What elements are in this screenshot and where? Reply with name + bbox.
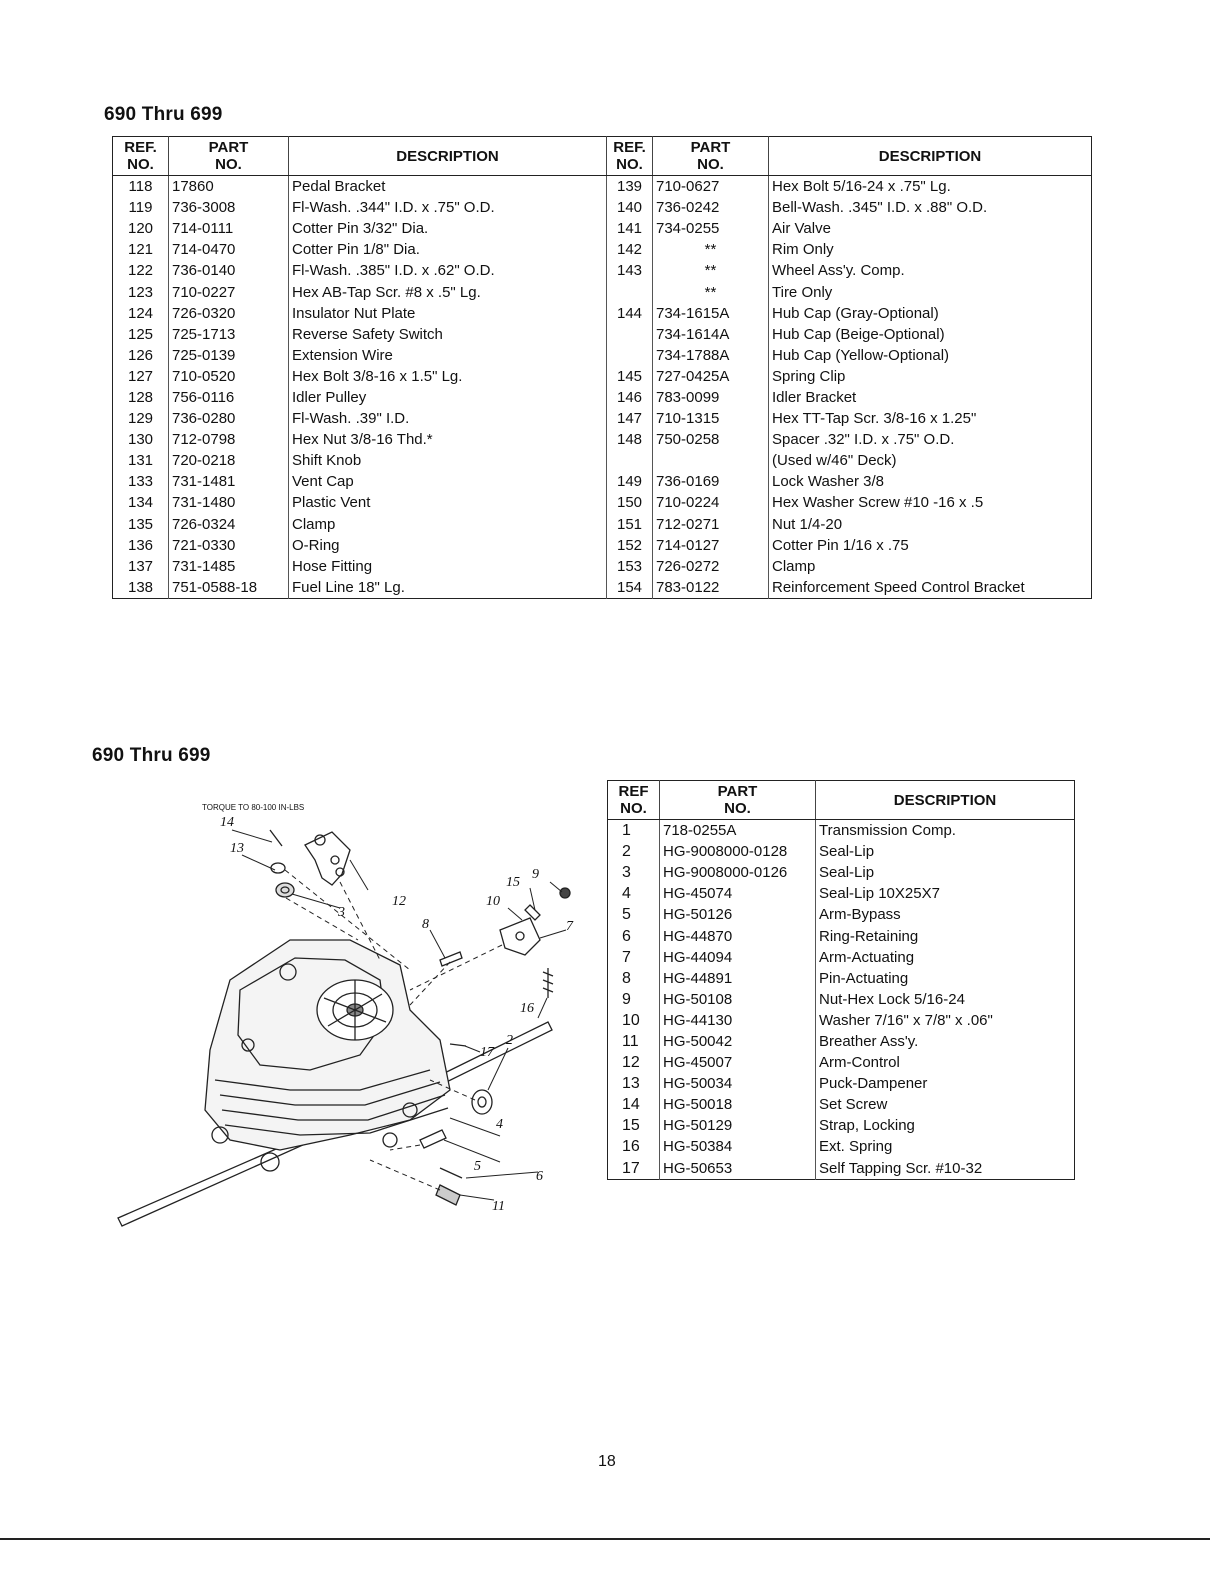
ref-no-cell: 142 (607, 239, 653, 260)
part-no-cell: HG-50129 (660, 1115, 816, 1136)
table-row (608, 947, 1075, 968)
description-cell: Hub Cap (Yellow-Optional) (769, 345, 1092, 366)
ref-no-cell: 138 (127, 578, 154, 596)
description-cell: Breather Ass'y. (816, 1031, 1075, 1052)
section2-heading: 690 Thru 699 (92, 745, 211, 766)
table-row (608, 925, 1075, 946)
ref-no-header: REF NO. (608, 781, 660, 820)
ref-no-cell: 2 (622, 843, 631, 861)
part-no-cell: 714-0111 (169, 218, 289, 239)
part-no-cell: 718-0255A (660, 820, 816, 842)
table-row (608, 1136, 1075, 1157)
ref-no-cell: 17 (622, 1159, 640, 1177)
parts-table-transmission (607, 780, 1075, 1180)
table-row (608, 1158, 1075, 1180)
part-no-cell: HG-44094 (660, 947, 816, 968)
part-no-cell: ** (653, 260, 769, 281)
description-cell: Clamp (769, 556, 1092, 577)
table-row (113, 556, 1092, 577)
table-row (113, 260, 1092, 281)
callout-15: 15 (506, 875, 520, 890)
description-cell: Washer 7/16" x 7/8" x .06" (816, 1010, 1075, 1031)
table-row (113, 387, 1092, 408)
description-cell: Puck-Dampener (816, 1073, 1075, 1094)
part-no-cell: 714-0127 (653, 535, 769, 556)
part-no-cell: 734-1614A (653, 324, 769, 345)
callout-10: 10 (486, 894, 500, 909)
part-no-cell: 731-1480 (169, 492, 289, 513)
ref-no-cell: 150 (607, 492, 653, 513)
part-no-cell: 710-0627 (653, 176, 769, 198)
description-cell: Cotter Pin 1/8" Dia. (289, 239, 607, 260)
ref-no-cell: 120 (127, 220, 154, 238)
ref-no-cell: 15 (622, 1117, 640, 1135)
callout-14: 14 (220, 815, 234, 830)
description-cell: Cotter Pin 3/32" Dia. (289, 218, 607, 239)
description-cell: Arm-Control (816, 1052, 1075, 1073)
part-no-cell: HG-45074 (660, 883, 816, 904)
description-cell: Rim Only (769, 239, 1092, 260)
description-cell: Fl-Wash. .344" I.D. x .75" O.D. (289, 197, 607, 218)
part-no-cell: 783-0099 (653, 387, 769, 408)
ref-no-cell: 5 (622, 906, 631, 924)
table-row (113, 281, 1092, 302)
ref-no-cell: 123 (127, 283, 154, 301)
description-header: DESCRIPTION (289, 137, 607, 176)
callout-8: 8 (422, 917, 429, 932)
part-no-cell: 736-0280 (169, 408, 289, 429)
callout-11: 11 (492, 1199, 505, 1214)
ref-no-cell: 129 (127, 410, 154, 428)
ref-no-cell: 11 (622, 1032, 639, 1050)
callout-13: 13 (230, 841, 244, 856)
ref-no-cell: 152 (607, 535, 653, 556)
description-cell: Seal-Lip 10X25X7 (816, 883, 1075, 904)
ref-no-cell: 141 (607, 218, 653, 239)
callout-12: 12 (392, 894, 406, 909)
part-no-cell: 712-0271 (653, 514, 769, 535)
description-cell: Wheel Ass'y. Comp. (769, 260, 1092, 281)
description-cell: Fl-Wash. .385" I.D. x .62" O.D. (289, 260, 607, 281)
description-cell: Hub Cap (Gray-Optional) (769, 303, 1092, 324)
description-cell: Idler Pulley (289, 387, 607, 408)
description-cell: Nut-Hex Lock 5/16-24 (816, 989, 1075, 1010)
table-row (113, 176, 1092, 198)
callout-7: 7 (566, 919, 573, 934)
description-cell: Arm-Bypass (816, 904, 1075, 925)
part-no-cell: HG-50653 (660, 1158, 816, 1180)
description-cell: Hex AB-Tap Scr. #8 x .5" Lg. (289, 281, 607, 302)
description-cell: Hose Fitting (289, 556, 607, 577)
description-cell: Spring Clip (769, 366, 1092, 387)
part-no-cell: 710-0227 (169, 281, 289, 302)
part-no-cell: HG-9008000-0128 (660, 841, 816, 862)
part-no-cell: 712-0798 (169, 429, 289, 450)
part-no-cell: HG-50042 (660, 1031, 816, 1052)
table-row (608, 968, 1075, 989)
footer-rule (0, 1538, 1210, 1540)
table-row (113, 577, 1092, 599)
description-cell: Seal-Lip (816, 841, 1075, 862)
ref-no-cell: 148 (607, 429, 653, 450)
ref-no-cell: 128 (127, 388, 154, 406)
part-no-cell: 710-0224 (653, 492, 769, 513)
part-no-cell: 736-0242 (653, 197, 769, 218)
ref-no-cell: 135 (127, 515, 154, 533)
part-no-cell: 736-0169 (653, 471, 769, 492)
description-cell: Idler Bracket (769, 387, 1092, 408)
part-no-cell: HG-50034 (660, 1073, 816, 1094)
table-row (113, 492, 1092, 513)
ref-no-cell: 14 (622, 1096, 640, 1114)
description-cell: Hub Cap (Beige-Optional) (769, 324, 1092, 345)
description-cell: Reverse Safety Switch (289, 324, 607, 345)
part-no-cell: ** (653, 239, 769, 260)
table-row (113, 408, 1092, 429)
ref-no-cell: 143 (607, 260, 653, 281)
section1-heading: 690 Thru 699 (104, 104, 223, 125)
ref-no-cell: 12 (622, 1054, 640, 1072)
ref-no-cell: 118 (128, 178, 153, 196)
part-no-header: PART NO. (660, 781, 816, 820)
part-no-cell: 725-0139 (169, 345, 289, 366)
callout-5: 5 (474, 1159, 481, 1174)
ref-no-cell: 149 (607, 471, 653, 492)
ref-no-header: REF. NO. (607, 137, 653, 176)
ref-no-cell: 6 (622, 927, 631, 945)
description-cell: (Used w/46" Deck) (769, 450, 1092, 471)
part-no-cell: HG-9008000-0126 (660, 862, 816, 883)
part-no-cell: 17860 (169, 176, 289, 198)
description-cell: Transmission Comp. (816, 820, 1075, 842)
ref-no-cell: 1 (622, 822, 631, 840)
part-no-cell: 726-0320 (169, 303, 289, 324)
part-no-cell: HG-50108 (660, 989, 816, 1010)
ref-no-header: REF. NO. (113, 137, 169, 176)
table-row (608, 820, 1075, 842)
ref-no-cell: 145 (607, 366, 653, 387)
part-no-cell: HG-44130 (660, 1010, 816, 1031)
table-row (608, 841, 1075, 862)
ref-no-cell: 139 (607, 176, 653, 198)
description-cell: Plastic Vent (289, 492, 607, 513)
ref-no-cell: 121 (127, 241, 154, 259)
table-row (608, 904, 1075, 925)
part-no-cell: HG-50384 (660, 1136, 816, 1157)
part-no-cell: 734-0255 (653, 218, 769, 239)
part-no-cell: 736-0140 (169, 260, 289, 281)
part-no-header: PART NO. (169, 137, 289, 176)
table-row (608, 862, 1075, 883)
description-cell: Pin-Actuating (816, 968, 1075, 989)
description-cell: Spacer .32" I.D. x .75" O.D. (769, 429, 1092, 450)
table-row (608, 883, 1075, 904)
part-no-cell: HG-44870 (660, 925, 816, 946)
description-cell: Vent Cap (289, 471, 607, 492)
table-row (113, 218, 1092, 239)
description-cell: Extension Wire (289, 345, 607, 366)
description-cell: Set Screw (816, 1094, 1075, 1115)
ref-no-cell: 124 (127, 304, 154, 322)
description-cell: Shift Knob (289, 450, 607, 471)
ref-no-cell: 153 (607, 556, 653, 577)
description-cell: Tire Only (769, 281, 1092, 302)
part-no-cell: 734-1788A (653, 345, 769, 366)
callout-9: 9 (532, 867, 539, 882)
ref-no-cell: 9 (622, 990, 631, 1008)
part-no-cell: 734-1615A (653, 303, 769, 324)
callout-6: 6 (536, 1169, 543, 1184)
description-cell: Arm-Actuating (816, 947, 1075, 968)
ref-no-cell: 131 (127, 452, 154, 470)
callout-3: 3 (338, 905, 345, 920)
part-no-cell: HG-44891 (660, 968, 816, 989)
part-no-header: PART NO. (653, 137, 769, 176)
transmission-exploded-diagram (110, 790, 590, 1230)
description-cell: Cotter Pin 1/16 x .75 (769, 535, 1092, 556)
ref-no-cell: 127 (127, 367, 154, 385)
part-no-cell: 750-0258 (653, 429, 769, 450)
ref-no-cell: 122 (127, 262, 154, 280)
part-no-cell: 731-1481 (169, 471, 289, 492)
part-no-cell: 736-3008 (169, 197, 289, 218)
part-no-cell: 731-1485 (169, 556, 289, 577)
ref-no-cell: 147 (607, 408, 653, 429)
ref-no-cell: 125 (127, 325, 154, 343)
table-row (608, 1031, 1075, 1052)
description-cell: Self Tapping Scr. #10-32 (816, 1158, 1075, 1180)
table-row (113, 535, 1092, 556)
callout-17: 17 (480, 1045, 494, 1060)
ref-no-cell (607, 450, 653, 471)
part-no-cell: HG-50018 (660, 1094, 816, 1115)
part-no-cell (653, 450, 769, 471)
table-row (113, 345, 1092, 366)
part-no-cell: 710-0520 (169, 366, 289, 387)
ref-no-cell: 136 (127, 536, 154, 554)
description-header: DESCRIPTION (769, 137, 1092, 176)
description-cell: Fuel Line 18" Lg. (289, 577, 607, 599)
description-cell: Ring-Retaining (816, 925, 1075, 946)
table-row (113, 514, 1092, 535)
part-no-cell: 727-0425A (653, 366, 769, 387)
ref-no-cell: 144 (607, 303, 653, 324)
description-cell: Hex TT-Tap Scr. 3/8-16 x 1.25" (769, 408, 1092, 429)
ref-no-cell: 140 (607, 197, 653, 218)
part-no-cell: 714-0470 (169, 239, 289, 260)
part-no-cell: 725-1713 (169, 324, 289, 345)
table-row (113, 303, 1092, 324)
table-row (608, 989, 1075, 1010)
description-cell: Seal-Lip (816, 862, 1075, 883)
table-row (113, 450, 1092, 471)
table-row (113, 366, 1092, 387)
callout-2: 2 (506, 1033, 513, 1048)
table-row (608, 1073, 1075, 1094)
table-row (608, 1094, 1075, 1115)
ref-no-cell: 13 (622, 1075, 640, 1093)
table-row (113, 239, 1092, 260)
part-no-cell: ** (653, 281, 769, 302)
part-no-cell: 721-0330 (169, 535, 289, 556)
ref-no-cell: 154 (607, 577, 653, 599)
torque-note: TORQUE TO 80-100 IN-LBS (202, 803, 305, 812)
part-no-cell: 726-0324 (169, 514, 289, 535)
description-cell: Reinforcement Speed Control Bracket (769, 577, 1092, 599)
ref-no-cell: 10 (622, 1011, 640, 1029)
part-no-cell: HG-45007 (660, 1052, 816, 1073)
ref-no-cell: 7 (622, 948, 631, 966)
part-no-cell: 751-0588-18 (169, 577, 289, 599)
ref-no-cell: 4 (622, 885, 631, 903)
description-cell: Pedal Bracket (289, 176, 607, 198)
part-no-cell: 710-1315 (653, 408, 769, 429)
ref-no-cell: 134 (127, 494, 154, 512)
ref-no-cell: 151 (607, 514, 653, 535)
description-cell: Bell-Wash. .345" I.D. x .88" O.D. (769, 197, 1092, 218)
description-cell: Insulator Nut Plate (289, 303, 607, 324)
description-header: DESCRIPTION (816, 781, 1075, 820)
description-cell: O-Ring (289, 535, 607, 556)
ref-no-cell (607, 324, 653, 345)
description-cell: Strap, Locking (816, 1115, 1075, 1136)
part-no-cell: 726-0272 (653, 556, 769, 577)
ref-no-cell: 16 (622, 1138, 640, 1156)
callout-4: 4 (496, 1117, 503, 1132)
table-row (113, 197, 1092, 218)
table-row (608, 1052, 1075, 1073)
ref-no-cell: 119 (128, 199, 153, 217)
ref-no-cell: 126 (127, 346, 154, 364)
table-row (113, 324, 1092, 345)
callout-16: 16 (520, 1001, 534, 1016)
ref-no-cell: 137 (127, 557, 154, 575)
description-cell: Hex Washer Screw #10 -16 x .5 (769, 492, 1092, 513)
parts-table-upper (112, 136, 1092, 599)
ref-no-cell (607, 281, 653, 302)
ref-no-cell (607, 345, 653, 366)
ref-no-cell: 133 (127, 473, 154, 491)
ref-no-cell: 130 (127, 431, 154, 449)
description-cell: Fl-Wash. .39" I.D. (289, 408, 607, 429)
description-cell: Nut 1/4-20 (769, 514, 1092, 535)
ref-no-cell: 8 (622, 969, 631, 987)
part-no-cell: 756-0116 (169, 387, 289, 408)
table-row (608, 1115, 1075, 1136)
description-cell: Hex Bolt 5/16-24 x .75" Lg. (769, 176, 1092, 198)
part-no-cell: 783-0122 (653, 577, 769, 599)
description-cell: Ext. Spring (816, 1136, 1075, 1157)
table-row (113, 471, 1092, 492)
description-cell: Clamp (289, 514, 607, 535)
table-row (608, 1010, 1075, 1031)
description-cell: Lock Washer 3/8 (769, 471, 1092, 492)
page-number: 18 (598, 1453, 616, 1470)
ref-no-cell: 3 (622, 864, 631, 882)
description-cell: Hex Bolt 3/8-16 x 1.5" Lg. (289, 366, 607, 387)
ref-no-cell: 146 (607, 387, 653, 408)
description-cell: Air Valve (769, 218, 1092, 239)
part-no-cell: 720-0218 (169, 450, 289, 471)
description-cell: Hex Nut 3/8-16 Thd.* (289, 429, 607, 450)
table-row (113, 429, 1092, 450)
part-no-cell: HG-50126 (660, 904, 816, 925)
